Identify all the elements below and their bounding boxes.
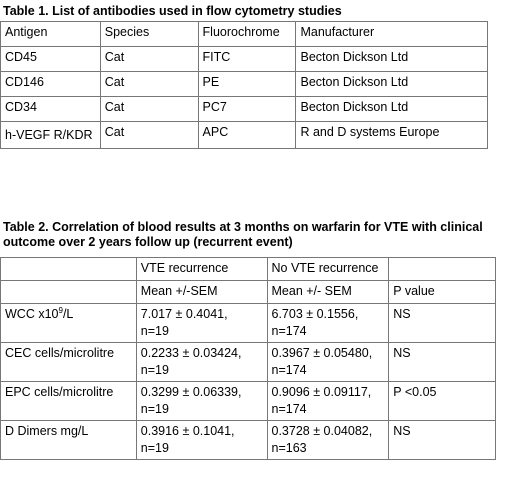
table-row [1, 97, 488, 122]
table-row [1, 343, 496, 382]
header-cell: P value [389, 281, 496, 304]
table-cell: h-VEGF R/KDR [1, 122, 101, 149]
header-cell: Mean +/-SEM [136, 281, 267, 304]
table-row [1, 304, 496, 343]
header-cell: Mean +/- SEM [267, 281, 389, 304]
table-cell: R and D systems Europe [296, 122, 488, 149]
header-cell: Fluorochrome [198, 22, 296, 47]
table-cell: FITC [198, 47, 296, 72]
table-cell: Becton Dickson Ltd [296, 72, 488, 97]
header-cell: Species [100, 22, 198, 47]
table-cell: CD146 [1, 72, 101, 97]
table2-title: Table 2. Correlation of blood results at 3 months on warfarin for VTE with clinical outcome over 2 years follow up (recurrent event) [3, 220, 483, 249]
novte-value-cell: 0.3967 ± 0.05480, n=174 [267, 343, 389, 382]
table-row [1, 421, 496, 460]
vte-value-cell: 0.3916 ± 0.1041, n=19 [136, 421, 267, 460]
header-cell [389, 258, 496, 281]
table-header-row [1, 258, 496, 281]
p-value-cell: NS [389, 421, 496, 460]
row-label: CEC cells/microlitre [1, 343, 137, 382]
novte-value-cell: 0.3728 ± 0.04082, n=163 [267, 421, 389, 460]
p-value-cell: NS [389, 343, 496, 382]
table-cell: Cat [100, 122, 198, 149]
row-label: WCC $x10^9/L$ [1, 304, 137, 343]
table-header-row [1, 22, 488, 47]
header-cell [1, 281, 137, 304]
novte-value-cell: 6.703 ± 0.1556, n=174 [267, 304, 389, 343]
antibodies-table [0, 21, 488, 149]
row-label: EPC cells/microlitre [1, 382, 137, 421]
header-cell [1, 258, 137, 281]
table-cell: CD34 [1, 97, 101, 122]
table-cell: Cat [100, 97, 198, 122]
p-value-cell: NS [389, 304, 496, 343]
p-value-cell: P <0.05 [389, 382, 496, 421]
header-cell: No VTE recurrence [267, 258, 389, 281]
table-row [1, 72, 488, 97]
table-cell: Cat [100, 72, 198, 97]
vte-value-cell: 7.017 ± 0.4041, n=19 [136, 304, 267, 343]
table-cell: PE [198, 72, 296, 97]
vte-value-cell: 0.3299 ± 0.06339, n=19 [136, 382, 267, 421]
table-cell: APC [198, 122, 296, 149]
table-cell: Cat [100, 47, 198, 72]
header-cell: VTE recurrence [136, 258, 267, 281]
table-cell: PC7 [198, 97, 296, 122]
header-cell: Antigen [1, 22, 101, 47]
header-cell: Manufacturer [296, 22, 488, 47]
table-cell: Becton Dickson Ltd [296, 97, 488, 122]
table-row [1, 122, 488, 149]
vte-value-cell: 0.2233 ± 0.03424, n=19 [136, 343, 267, 382]
table-row [1, 382, 496, 421]
blood-results-table [0, 257, 496, 460]
row-label: D Dimers mg/L [1, 421, 137, 460]
table1-title: Table 1. List of antibodies used in flow cytometry studies [3, 4, 342, 18]
table-subheader-row [1, 281, 496, 304]
table-row [1, 47, 488, 72]
table-cell: Becton Dickson Ltd [296, 47, 488, 72]
novte-value-cell: 0.9096 ± 0.09117, n=174 [267, 382, 389, 421]
table-cell: CD45 [1, 47, 101, 72]
